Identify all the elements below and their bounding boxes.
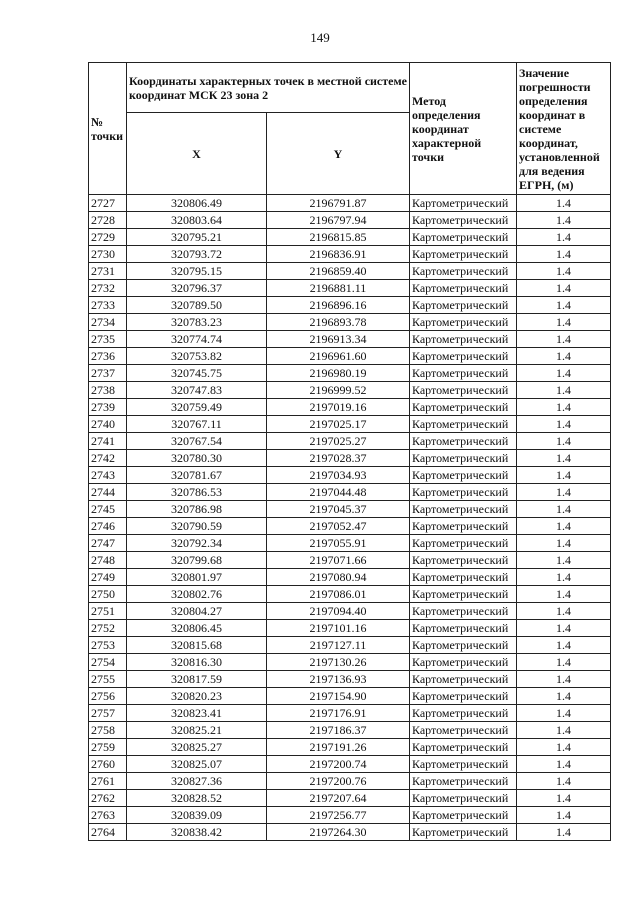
header-method: Метод определения координат характерной точки	[410, 63, 517, 195]
table-row	[89, 450, 611, 467]
table-row	[89, 314, 611, 331]
accuracy-cell: 1.4	[517, 705, 611, 722]
method-cell: Картометрический	[410, 688, 517, 705]
x-cell: 320790.59	[127, 518, 267, 535]
x-cell: 320820.23	[127, 688, 267, 705]
table-row	[89, 467, 611, 484]
x-cell: 320804.27	[127, 603, 267, 620]
point-number-cell: 2764	[89, 824, 127, 841]
method-cell: Картометрический	[410, 705, 517, 722]
accuracy-cell: 1.4	[517, 433, 611, 450]
table-row	[89, 484, 611, 501]
method-cell: Картометрический	[410, 416, 517, 433]
accuracy-cell: 1.4	[517, 416, 611, 433]
point-number-cell: 2752	[89, 620, 127, 637]
point-number-cell: 2743	[89, 467, 127, 484]
x-cell: 320783.23	[127, 314, 267, 331]
point-number-cell: 2750	[89, 586, 127, 603]
point-number-cell: 2730	[89, 246, 127, 263]
accuracy-cell: 1.4	[517, 773, 611, 790]
table-body	[89, 195, 611, 841]
method-cell: Картометрический	[410, 467, 517, 484]
table-row	[89, 263, 611, 280]
accuracy-cell: 1.4	[517, 620, 611, 637]
table-row	[89, 365, 611, 382]
x-cell: 320827.36	[127, 773, 267, 790]
table-row	[89, 654, 611, 671]
y-cell: 2196999.52	[267, 382, 410, 399]
x-cell: 320786.53	[127, 484, 267, 501]
table-row	[89, 518, 611, 535]
accuracy-cell: 1.4	[517, 229, 611, 246]
method-cell: Картометрический	[410, 552, 517, 569]
x-cell: 320789.50	[127, 297, 267, 314]
accuracy-cell: 1.4	[517, 603, 611, 620]
table-row	[89, 416, 611, 433]
method-cell: Картометрический	[410, 450, 517, 467]
x-cell: 320825.21	[127, 722, 267, 739]
point-number-cell: 2731	[89, 263, 127, 280]
point-number-cell: 2751	[89, 603, 127, 620]
y-cell: 2197154.90	[267, 688, 410, 705]
table-row	[89, 705, 611, 722]
accuracy-cell: 1.4	[517, 807, 611, 824]
y-cell: 2197080.94	[267, 569, 410, 586]
point-number-cell: 2748	[89, 552, 127, 569]
method-cell: Картометрический	[410, 790, 517, 807]
method-cell: Картометрический	[410, 518, 517, 535]
accuracy-cell: 1.4	[517, 586, 611, 603]
page-number: 149	[310, 30, 330, 45]
table-row	[89, 773, 611, 790]
method-cell: Картометрический	[410, 586, 517, 603]
accuracy-cell: 1.4	[517, 535, 611, 552]
x-cell: 320767.11	[127, 416, 267, 433]
method-cell: Картометрический	[410, 246, 517, 263]
method-cell: Картометрический	[410, 365, 517, 382]
method-cell: Картометрический	[410, 399, 517, 416]
y-cell: 2197044.48	[267, 484, 410, 501]
method-cell: Картометрический	[410, 603, 517, 620]
y-cell: 2197086.01	[267, 586, 410, 603]
method-cell: Картометрический	[410, 195, 517, 212]
table-row	[89, 586, 611, 603]
y-cell: 2196913.34	[267, 331, 410, 348]
coordinates-table	[88, 62, 611, 841]
accuracy-cell: 1.4	[517, 688, 611, 705]
accuracy-cell: 1.4	[517, 790, 611, 807]
x-cell: 320759.49	[127, 399, 267, 416]
method-cell: Картометрический	[410, 212, 517, 229]
table-row	[89, 280, 611, 297]
y-cell: 2197025.17	[267, 416, 410, 433]
x-cell: 320774.74	[127, 331, 267, 348]
table-row	[89, 382, 611, 399]
table-row	[89, 195, 611, 212]
y-cell: 2197019.16	[267, 399, 410, 416]
header-accuracy: Значение погрешности определения координат в системе координат, установленной для ведения ЕГРН, (м)	[517, 63, 611, 195]
point-number-cell: 2736	[89, 348, 127, 365]
x-cell: 320767.54	[127, 433, 267, 450]
method-cell: Картометрический	[410, 654, 517, 671]
table-row	[89, 824, 611, 841]
accuracy-cell: 1.4	[517, 348, 611, 365]
x-cell: 320828.52	[127, 790, 267, 807]
point-number-cell: 2746	[89, 518, 127, 535]
y-cell: 2197094.40	[267, 603, 410, 620]
table-row	[89, 331, 611, 348]
y-cell: 2196815.85	[267, 229, 410, 246]
accuracy-cell: 1.4	[517, 739, 611, 756]
method-cell: Картометрический	[410, 331, 517, 348]
point-number-cell: 2733	[89, 297, 127, 314]
point-number-cell: 2729	[89, 229, 127, 246]
table-row	[89, 637, 611, 654]
method-cell: Картометрический	[410, 280, 517, 297]
point-number-cell: 2742	[89, 450, 127, 467]
accuracy-cell: 1.4	[517, 263, 611, 280]
table-row	[89, 603, 611, 620]
accuracy-cell: 1.4	[517, 297, 611, 314]
accuracy-cell: 1.4	[517, 569, 611, 586]
method-cell: Картометрический	[410, 297, 517, 314]
y-cell: 2197045.37	[267, 501, 410, 518]
point-number-cell: 2761	[89, 773, 127, 790]
method-cell: Картометрический	[410, 569, 517, 586]
point-number-cell: 2762	[89, 790, 127, 807]
point-number-cell: 2763	[89, 807, 127, 824]
accuracy-cell: 1.4	[517, 280, 611, 297]
x-cell: 320825.07	[127, 756, 267, 773]
x-cell: 320816.30	[127, 654, 267, 671]
point-number-cell: 2760	[89, 756, 127, 773]
table-row	[89, 212, 611, 229]
point-number-cell: 2732	[89, 280, 127, 297]
y-cell: 2196836.91	[267, 246, 410, 263]
point-number-cell: 2755	[89, 671, 127, 688]
accuracy-cell: 1.4	[517, 756, 611, 773]
header-point-number: № точки	[89, 63, 127, 195]
point-number-cell: 2740	[89, 416, 127, 433]
x-cell: 320780.30	[127, 450, 267, 467]
y-cell: 2197200.74	[267, 756, 410, 773]
accuracy-cell: 1.4	[517, 399, 611, 416]
accuracy-cell: 1.4	[517, 212, 611, 229]
point-number-cell: 2749	[89, 569, 127, 586]
point-number-cell: 2735	[89, 331, 127, 348]
accuracy-cell: 1.4	[517, 195, 611, 212]
method-cell: Картометрический	[410, 263, 517, 280]
x-cell: 320781.67	[127, 467, 267, 484]
x-cell: 320806.45	[127, 620, 267, 637]
accuracy-cell: 1.4	[517, 450, 611, 467]
point-number-cell: 2756	[89, 688, 127, 705]
table-row	[89, 620, 611, 637]
header-coordinates-group: Координаты характерных точек в местной системе координат МСК 23 зона 2	[127, 63, 410, 113]
y-cell: 2196980.19	[267, 365, 410, 382]
table-row	[89, 552, 611, 569]
x-cell: 320802.76	[127, 586, 267, 603]
y-cell: 2196961.60	[267, 348, 410, 365]
accuracy-cell: 1.4	[517, 246, 611, 263]
table-row	[89, 246, 611, 263]
point-number-cell: 2741	[89, 433, 127, 450]
point-number-cell: 2737	[89, 365, 127, 382]
y-cell: 2197191.26	[267, 739, 410, 756]
table-row	[89, 399, 611, 416]
accuracy-cell: 1.4	[517, 484, 611, 501]
y-cell: 2197055.91	[267, 535, 410, 552]
x-cell: 320747.83	[127, 382, 267, 399]
table-row	[89, 229, 611, 246]
y-cell: 2196791.87	[267, 195, 410, 212]
table-row	[89, 348, 611, 365]
accuracy-cell: 1.4	[517, 654, 611, 671]
point-number-cell: 2728	[89, 212, 127, 229]
x-cell: 320786.98	[127, 501, 267, 518]
table-row	[89, 756, 611, 773]
y-cell: 2197200.76	[267, 773, 410, 790]
table-row	[89, 671, 611, 688]
accuracy-cell: 1.4	[517, 331, 611, 348]
method-cell: Картометрический	[410, 637, 517, 654]
y-cell: 2197264.30	[267, 824, 410, 841]
y-cell: 2197101.16	[267, 620, 410, 637]
point-number-cell: 2739	[89, 399, 127, 416]
x-cell: 320839.09	[127, 807, 267, 824]
y-cell: 2197025.27	[267, 433, 410, 450]
y-cell: 2197186.37	[267, 722, 410, 739]
x-cell: 320806.49	[127, 195, 267, 212]
x-cell: 320817.59	[127, 671, 267, 688]
method-cell: Картометрический	[410, 433, 517, 450]
y-cell: 2197052.47	[267, 518, 410, 535]
table-row	[89, 688, 611, 705]
y-cell: 2196896.16	[267, 297, 410, 314]
y-cell: 2196859.40	[267, 263, 410, 280]
method-cell: Картометрический	[410, 484, 517, 501]
y-cell: 2197127.11	[267, 637, 410, 654]
x-cell: 320823.41	[127, 705, 267, 722]
point-number-cell: 2745	[89, 501, 127, 518]
point-number-cell: 2738	[89, 382, 127, 399]
method-cell: Картометрический	[410, 348, 517, 365]
x-cell: 320793.72	[127, 246, 267, 263]
y-cell: 2197176.91	[267, 705, 410, 722]
point-number-cell: 2734	[89, 314, 127, 331]
accuracy-cell: 1.4	[517, 671, 611, 688]
method-cell: Картометрический	[410, 824, 517, 841]
accuracy-cell: 1.4	[517, 365, 611, 382]
point-number-cell: 2744	[89, 484, 127, 501]
y-cell: 2197028.37	[267, 450, 410, 467]
accuracy-cell: 1.4	[517, 637, 611, 654]
point-number-cell: 2753	[89, 637, 127, 654]
accuracy-cell: 1.4	[517, 314, 611, 331]
table-row	[89, 739, 611, 756]
table-row	[89, 433, 611, 450]
point-number-cell: 2759	[89, 739, 127, 756]
header-y: Y	[267, 113, 410, 195]
y-cell: 2197034.93	[267, 467, 410, 484]
y-cell: 2196797.94	[267, 212, 410, 229]
method-cell: Картометрический	[410, 501, 517, 518]
y-cell: 2197071.66	[267, 552, 410, 569]
method-cell: Картометрический	[410, 314, 517, 331]
x-cell: 320795.15	[127, 263, 267, 280]
x-cell: 320815.68	[127, 637, 267, 654]
table-row	[89, 297, 611, 314]
table-row	[89, 807, 611, 824]
accuracy-cell: 1.4	[517, 722, 611, 739]
x-cell: 320801.97	[127, 569, 267, 586]
y-cell: 2196881.11	[267, 280, 410, 297]
y-cell: 2197207.64	[267, 790, 410, 807]
point-number-cell: 2758	[89, 722, 127, 739]
accuracy-cell: 1.4	[517, 382, 611, 399]
x-cell: 320796.37	[127, 280, 267, 297]
table-row	[89, 722, 611, 739]
method-cell: Картометрический	[410, 620, 517, 637]
point-number-cell: 2754	[89, 654, 127, 671]
method-cell: Картометрический	[410, 739, 517, 756]
x-cell: 320838.42	[127, 824, 267, 841]
accuracy-cell: 1.4	[517, 552, 611, 569]
point-number-cell: 2747	[89, 535, 127, 552]
table-row	[89, 501, 611, 518]
point-number-cell: 2757	[89, 705, 127, 722]
y-cell: 2197256.77	[267, 807, 410, 824]
x-cell: 320799.68	[127, 552, 267, 569]
table-row	[89, 790, 611, 807]
method-cell: Картометрический	[410, 382, 517, 399]
method-cell: Картометрический	[410, 773, 517, 790]
method-cell: Картометрический	[410, 229, 517, 246]
x-cell: 320745.75	[127, 365, 267, 382]
accuracy-cell: 1.4	[517, 467, 611, 484]
x-cell: 320753.82	[127, 348, 267, 365]
table-row	[89, 535, 611, 552]
x-cell: 320795.21	[127, 229, 267, 246]
table-row	[89, 569, 611, 586]
point-number-cell: 2727	[89, 195, 127, 212]
table-header	[89, 63, 611, 195]
x-cell: 320803.64	[127, 212, 267, 229]
y-cell: 2197130.26	[267, 654, 410, 671]
accuracy-cell: 1.4	[517, 824, 611, 841]
y-cell: 2197136.93	[267, 671, 410, 688]
accuracy-cell: 1.4	[517, 518, 611, 535]
x-cell: 320825.27	[127, 739, 267, 756]
method-cell: Картометрический	[410, 756, 517, 773]
x-cell: 320792.34	[127, 535, 267, 552]
method-cell: Картометрический	[410, 807, 517, 824]
method-cell: Картометрический	[410, 671, 517, 688]
accuracy-cell: 1.4	[517, 501, 611, 518]
y-cell: 2196893.78	[267, 314, 410, 331]
method-cell: Картометрический	[410, 722, 517, 739]
header-x: X	[127, 113, 267, 195]
method-cell: Картометрический	[410, 535, 517, 552]
